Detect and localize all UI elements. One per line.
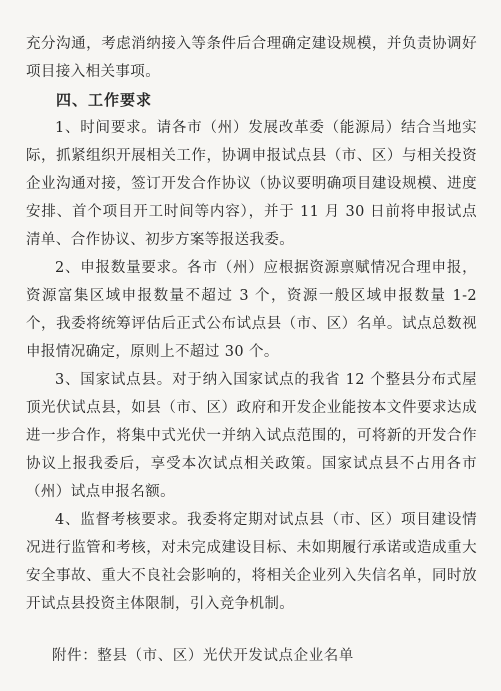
section-heading: 四、工作要求 <box>56 91 153 109</box>
paragraph-supervision: 4、监督考核要求。我委将定期对试点县（市、区）项目建设情况进行监管和考核，对未完成建设目标、未如期履行承诺或造成重大安全事故、重大不良社会影响的，将相关企业列入失信名单，同时放开试点县投资主体限制，引入竞争机制。 <box>26 512 477 612</box>
attachment-line: 附件：整县（市、区）光伏开发试点企业名单 <box>52 648 354 664</box>
continuation-paragraph: 充分沟通，考虑消纳接入等条件后合理确定建设规模，并负责协调好项目接入相关事项。 <box>26 36 477 80</box>
paragraph-quantity-requirement: 2、申报数量要求。各市（州）应根据资源禀赋情况合理申报，资源富集区域申报数量不超过 3 个，资源一般区域申报数量 1-2 个，我委将统筹评估后正式公布试点县（市、区）名单。试点总数视申报情况确定，原则上不超过 30 个。 <box>26 260 477 360</box>
paragraph-time-requirement: 1、时间要求。请各市（州）发展改革委（能源局）结合当地实际，抓紧组织开展相关工作，协调申报试点县（市、区）与相关投资企业沟通对接，签订开发合作协议（协议要明确项目建设规模、进度安排、首个项目开工时间等内容），并于 11 月 30 日前将申报试点清单、合作协议、初步方案等报送我委。 <box>26 120 477 248</box>
paragraph-national-pilot: 3、国家试点县。对于纳入国家试点的我省 12 个整县分布式屋顶光伏试点县，如县（市、区）政府和开发企业能按本文件要求达成进一步合作，将集中式光伏一并纳入试点范围的，可将新的开发合作协议上报我委后，享受本次试点相关政策。国家试点县不占用各市（州）试点申报名额。 <box>26 372 477 500</box>
